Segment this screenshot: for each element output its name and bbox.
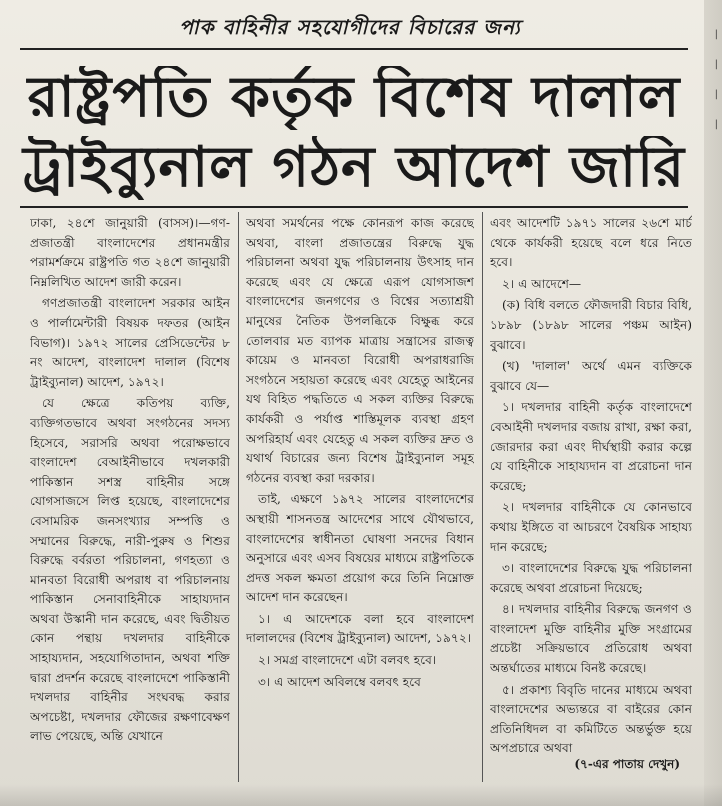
paragraph: ২। দখলদার বাহিনীকে যে কোনভাবে কথায় ইঙ্গিতে বা আচরণে বৈষয়িক সাহায্য দান করেছে; [490,500,692,554]
paragraph: তাই, এক্ষণে ১৯৭২ সালের বাংলাদেশের অস্থায়ী শাসনতন্ত্র আদেশের সাথে যৌথভাবে, বাংলাদেশের স্বাধীনতা ঘোষণা সনদের বিধান অনুসারে এবং এসব বিষয়ের মাধ্যমে রাষ্ট্রপতিকে প্রদত্ত সকল ক্ষমতা প্রয়োগ করে তিনি নিম্নোক্ত আদেশ দান করেছেন। [246,492,474,605]
headline-kicker: পাক বাহিনীর সহযোগীদের বিচারের জন্য [179,15,521,39]
paragraph: ২। সমগ্র বাংলাদেশে এটা বলবৎ হবে। [258,653,437,668]
paragraph: ঢাকা, ২৪শে জানুয়ারী (বাসস)।—গণ-প্রজাতন্ত্রী বাংলাদেশের প্রধানমন্ত্রীর পরামর্শক্রমে রাষ্ট্রপতি গত ২৪শে জানুয়ারী নিম্নলিখিত আদেশ জারী করেন। [30,216,230,289]
kicker-divider [20,48,688,50]
headline-line-2: ট্রাইব্যুনাল গঠন আদেশ জারি [22,136,685,200]
page-shadow [0,784,722,806]
paragraph: ১। এ আদেশকে বলা হবে বাংলাদেশ দালালদের (বিশেষ ট্রাইব্যুনাল) আদেশ, ১৯৭২। [246,611,474,646]
article-column-1 [30,214,230,780]
paragraph: ৪। দখলদার বাহিনীর বিরুদ্ধে জনগণ ও বাংলাদেশ মুক্তি বাহিনীর মুক্তি সংগ্রামের প্রচেষ্টা সক্রিয়ভাবে প্রতিরোধ অথবা অন্তর্ঘাতের মাধ্যমে বিনষ্ট করেছে। [490,602,692,676]
paragraph: এবং আদেশটি ১৯৭১ সালের ২৬শে মার্চ থেকে কার্যকরী হয়েছে বলে ধরে নিতে হবে। [490,216,692,270]
continued-on-page-note: (৭-এর পাতায় দেখুন) [574,757,680,771]
headline-line-1: রাষ্ট্রপতি কর্তৃক বিশেষ দালাল [27,66,681,130]
paragraph: অথবা সমর্থনের পক্ষে কোনরূপ কাজ করেছে অথবা, বাংলা প্রজাতন্ত্রের বিরুদ্ধে যুদ্ধ পরিচালনা অথবা যুদ্ধ পরিচালনায় উৎসাহ দান করেছে এবং যে ক্ষেত্রে এরূপ যোগসাজশ বাংলাদেশের জনগণের ও বিশ্বের সত্যাশ্রয়ী মানুষের নৈতিক উপলব্ধিকে বিক্ষুব্ধ করে তোলবার মত ব্যাপক মাত্রায় সন্ত্রাসের রাজত্ব কায়েম ও মানবতা বিরোধী অপরাধরাজি সংগঠনে সহায়তা করেছে এবং যেহেতু আইনের যথ বিহিত পদ্ধতিতে এ সকল ব্যক্তির বিরুদ্ধে কার্যকরী ও পর্যাপ্ত শাস্তিমূলক ব্যবস্থা গ্রহণ অপরিহার্য এবং যেহেতু এ সকল ব্যক্তির দ্রুত ও যথার্থ বিচারের জন্য বিশেষ ট্রাইব্যুনাল সমূহ গঠনের ব্যবস্থা করা দরকার। [246,216,474,485]
column-divider [482,212,483,782]
paragraph: ৩। বাংলাদেশের বিরুদ্ধে যুদ্ধ পরিচালনা করেছে অথবা প্ররোচনা দিয়েছে; [490,561,692,595]
paragraph: ২। এ আদেশে— [502,276,582,291]
paragraph: ৫। প্রকাশ্য বিবৃতি দানের মাধ্যমে অথবা বাংলাদেশের অভ্যন্তরে বা বাইরের কোন প্রতিনিধিদল বা কমিটিতে অন্তর্ভুক্ত হয়ে অপপ্রচারে অথবা [490,682,692,756]
paragraph: (খ) 'দালাল' অর্থে এমন ব্যক্তিকে বুঝাবে যে— [490,359,692,393]
column-divider [238,212,239,782]
paragraph: ১। দখলদার বাহিনী কর্তৃক বাংলাদেশে বেআইনী দখলদার বজায় রাখা, রক্ষা করা, জোরদার করা এবং দীর্ঘস্থায়ী করার কল্পে যে বাহিনীকে সাহায্যদান বা প্ররোচনা দান করেছে; [490,400,692,493]
article-column-2 [246,214,474,780]
article-column-3 [490,214,692,780]
page-edge-marks: | | | | [714,29,718,130]
body-divider [20,206,688,208]
adjacent-page-edge [704,0,722,806]
paragraph: (ক) বিধি বলতে ফৌজদারী বিচার বিধি, ১৮৯৮ (১৮৯৮ সালের পঞ্চম আইন) বুঝাবে। [490,298,692,352]
paragraph: ৩। এ আদেশ অবিলম্বে বলবৎ হবে [258,674,421,689]
paragraph: যে ক্ষেত্রে কতিপয় ব্যক্তি, ব্যক্তিগতভাবে অথবা সংগঠনের সদস্য হিসেবে, সরাসরি অথবা পরোক্ষভাবে বাংলাদেশ বেআইনীভাবে দখলকারী পাকিস্তান সশস্ত্র বাহিনীর সঙ্গে যোগসাজসে লিপ্ত হয়েছে, বাংলাদেশের বেসামরিক জনসংখ্যার সম্পত্তি ও সম্মানের বিরুদ্ধে, নারী-পুরুষ ও শিশুর বিরুদ্ধে বর্বরতা পরিচালনা, গণহত্যা ও মানবতা বিরোধী অপরাধ বা পরিচালনায় পাকিস্তান সেনাবাহিনীকে সাহায্যদান অথবা উস্কানী দান করেছে, এবং দ্বিতীয়ত কোন পন্থায় দখলদার বাহিনীকে সাহায্যদান, সহযোগিতাদান, অথবা শক্তি দ্বারা প্রদর্শন করেছে বাংলাদেশে পাকিস্তানী দখলদার বাহিনীর সংঘবদ্ধ করার অপচেষ্টা, দখলদার ফৌজের রক্ষণাবেক্ষণ লাভ পেয়েছে, অন্তি যেখানে [30,396,230,744]
paragraph: গণপ্রজাতন্ত্রী বাংলাদেশ সরকার আইন ও পার্লামেন্টারী বিষয়ক দফতর (আইন বিভাগ)। ১৯৭২ সালের প্রেসিডেন্টের ৮ নং আদেশ, বাংলাদেশ দালাল (বিশেষ ট্রাইব্যুনাল) আদেশ, ১৯৭২। [30,296,230,389]
